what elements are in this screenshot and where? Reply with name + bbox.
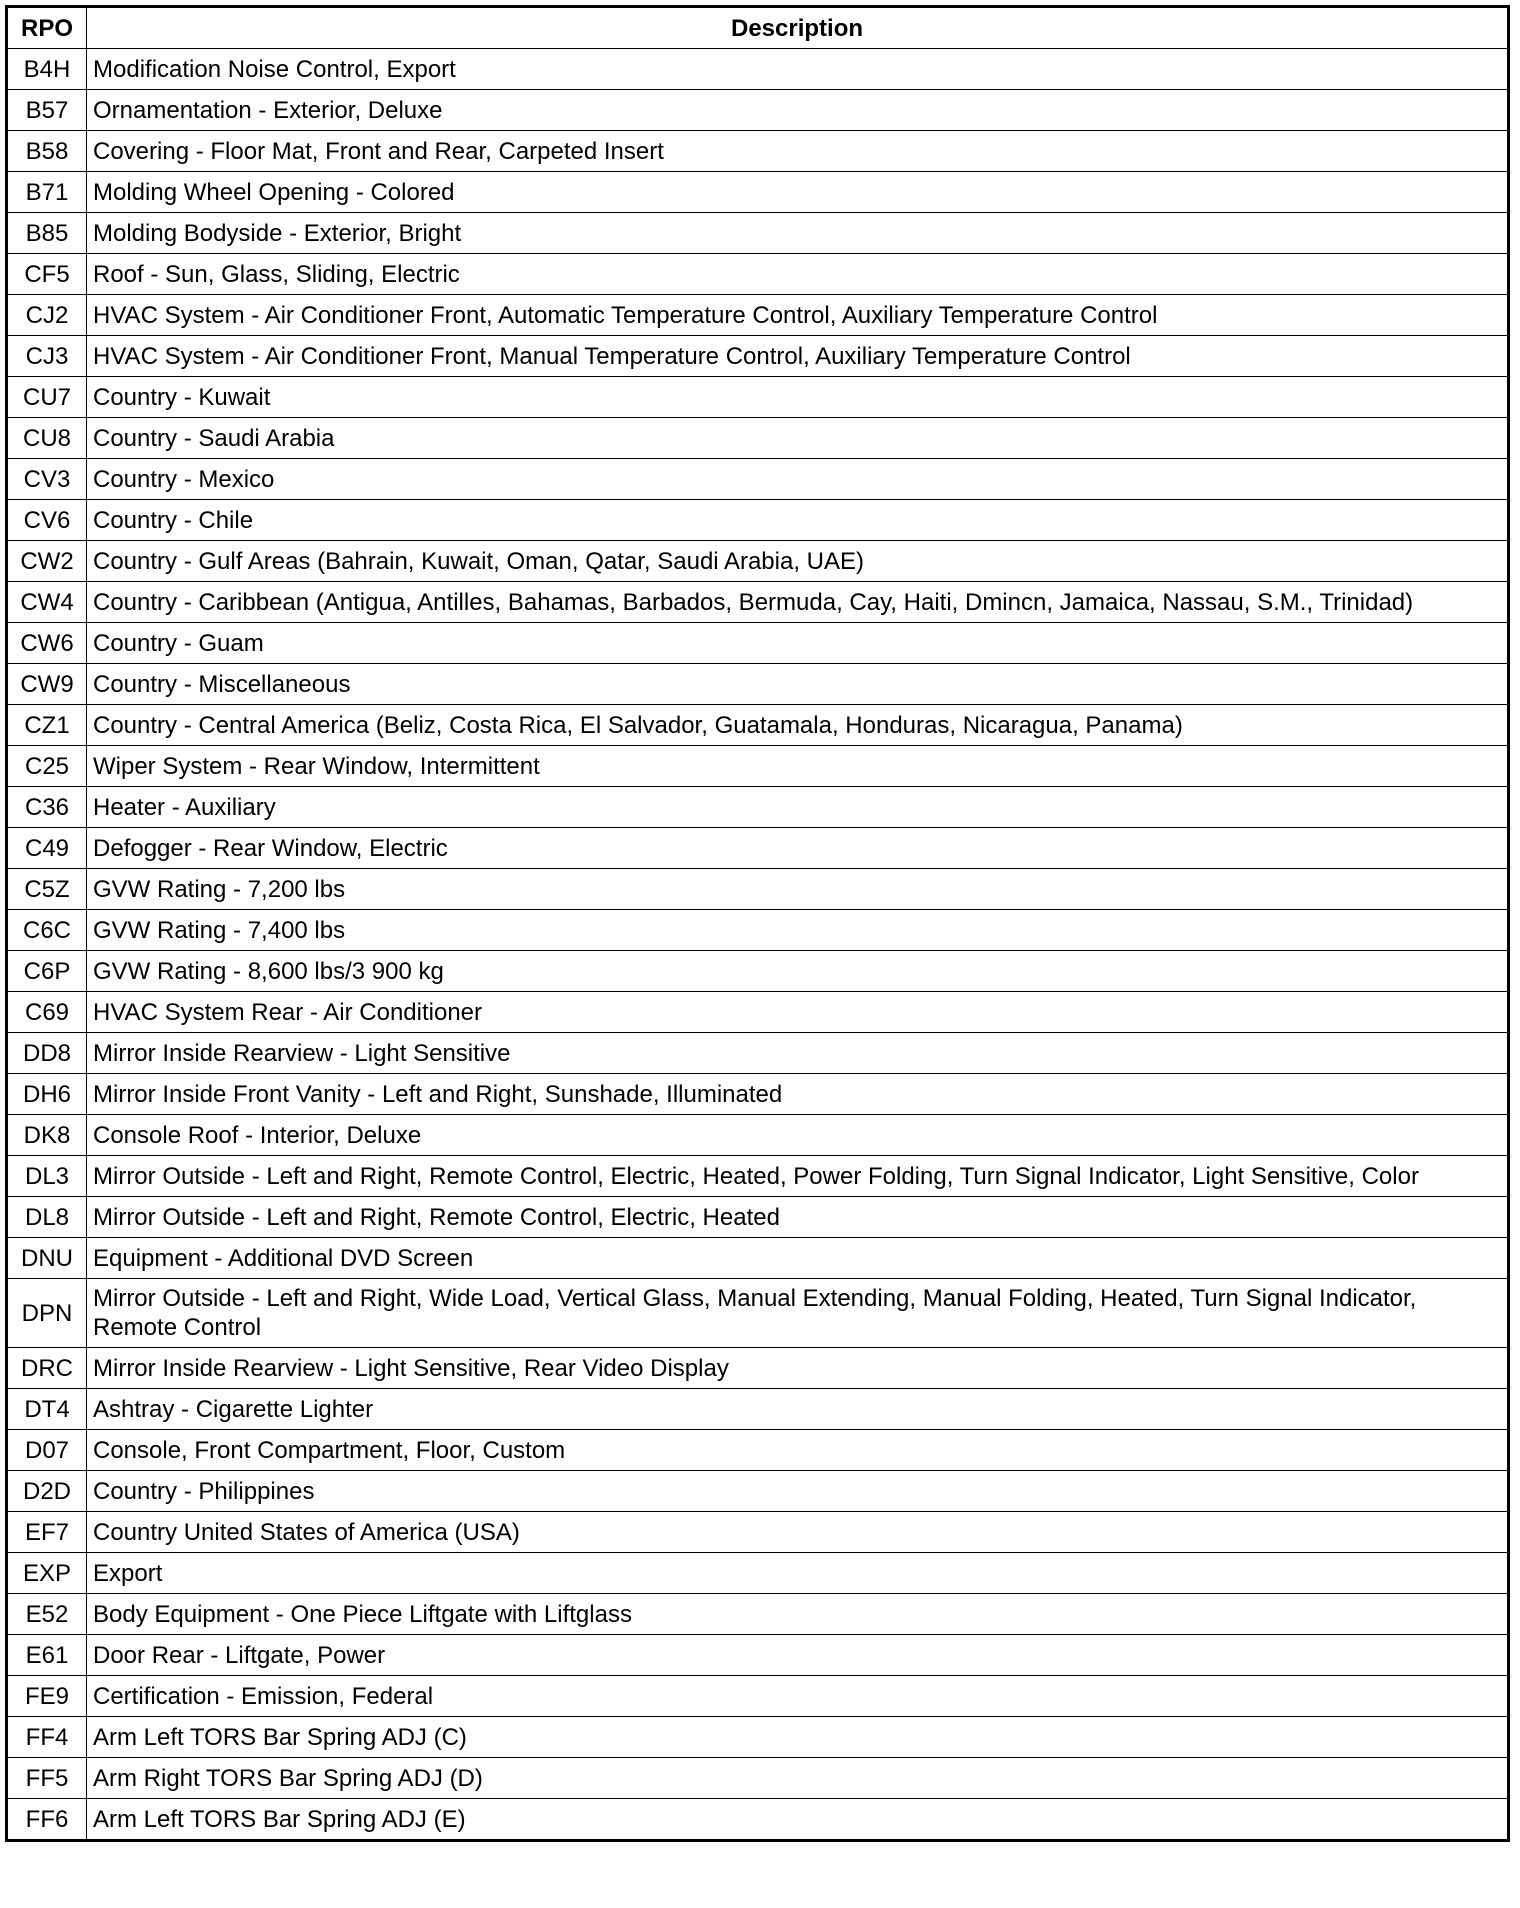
description-cell: Roof - Sun, Glass, Sliding, Electric [87, 254, 1509, 295]
rpo-code-cell: CU7 [7, 377, 87, 418]
table-row [7, 828, 1509, 869]
description-cell: Country - Gulf Areas (Bahrain, Kuwait, Oman, Qatar, Saudi Arabia, UAE) [87, 541, 1509, 582]
table-row [7, 295, 1509, 336]
table-row [7, 623, 1509, 664]
description-cell: Molding Wheel Opening - Colored [87, 172, 1509, 213]
table-row [7, 131, 1509, 172]
table-row [7, 49, 1509, 90]
rpo-code-cell: DL3 [7, 1156, 87, 1197]
rpo-code-cell: EF7 [7, 1512, 87, 1553]
rpo-code-cell: DPN [7, 1279, 87, 1348]
description-cell: GVW Rating - 7,400 lbs [87, 910, 1509, 951]
table-row [7, 1348, 1509, 1389]
table-row [7, 1635, 1509, 1676]
description-cell: HVAC System - Air Conditioner Front, Manual Temperature Control, Auxiliary Temperature Control [87, 336, 1509, 377]
description-cell: Mirror Inside Front Vanity - Left and Right, Sunshade, Illuminated [87, 1074, 1509, 1115]
rpo-code-cell: CU8 [7, 418, 87, 459]
table-row [7, 1758, 1509, 1799]
table-row [7, 1717, 1509, 1758]
description-cell: Country - Kuwait [87, 377, 1509, 418]
rpo-code-cell: D07 [7, 1430, 87, 1471]
rpo-code-cell: DK8 [7, 1115, 87, 1156]
description-cell: Modification Noise Control, Export [87, 49, 1509, 90]
description-cell: Console Roof - Interior, Deluxe [87, 1115, 1509, 1156]
table-row [7, 1512, 1509, 1553]
rpo-code-cell: E52 [7, 1594, 87, 1635]
rpo-table [5, 5, 1510, 1842]
rpo-code-cell: FF6 [7, 1799, 87, 1841]
table-row [7, 1074, 1509, 1115]
rpo-table-container [5, 5, 1510, 1842]
table-row [7, 1389, 1509, 1430]
rpo-code-cell: D2D [7, 1471, 87, 1512]
description-cell: Country - Miscellaneous [87, 664, 1509, 705]
description-cell: Mirror Outside - Left and Right, Remote Control, Electric, Heated [87, 1197, 1509, 1238]
rpo-code-cell: CJ3 [7, 336, 87, 377]
rpo-code-cell: CW2 [7, 541, 87, 582]
description-cell: Country - Mexico [87, 459, 1509, 500]
table-row [7, 582, 1509, 623]
rpo-code-cell: B71 [7, 172, 87, 213]
rpo-code-cell: FF5 [7, 1758, 87, 1799]
description-cell: Country - Philippines [87, 1471, 1509, 1512]
description-cell: Country - Chile [87, 500, 1509, 541]
description-cell: Arm Right TORS Bar Spring ADJ (D) [87, 1758, 1509, 1799]
table-row [7, 951, 1509, 992]
description-cell: Covering - Floor Mat, Front and Rear, Carpeted Insert [87, 131, 1509, 172]
table-row [7, 1471, 1509, 1512]
rpo-code-cell: FF4 [7, 1717, 87, 1758]
rpo-code-cell: EXP [7, 1553, 87, 1594]
description-cell: Body Equipment - One Piece Liftgate with Liftglass [87, 1594, 1509, 1635]
table-row [7, 172, 1509, 213]
rpo-code-cell: DL8 [7, 1197, 87, 1238]
description-cell: Defogger - Rear Window, Electric [87, 828, 1509, 869]
description-cell: Country - Central America (Beliz, Costa Rica, El Salvador, Guatamala, Honduras, Nicaragua, Panama) [87, 705, 1509, 746]
description-cell: Console, Front Compartment, Floor, Custom [87, 1430, 1509, 1471]
description-cell: Country - Guam [87, 623, 1509, 664]
rpo-code-cell: DRC [7, 1348, 87, 1389]
rpo-code-cell: B4H [7, 49, 87, 90]
table-row [7, 1799, 1509, 1841]
table-row [7, 1115, 1509, 1156]
description-cell: Country - Caribbean (Antigua, Antilles, Bahamas, Barbados, Bermuda, Cay, Haiti, Dmincn, Jamaica, Nassau, S.M., Trinidad) [87, 582, 1509, 623]
rpo-code-cell: CV6 [7, 500, 87, 541]
rpo-code-cell: B58 [7, 131, 87, 172]
description-cell: Export [87, 1553, 1509, 1594]
rpo-code-cell: C25 [7, 746, 87, 787]
description-cell: Ashtray - Cigarette Lighter [87, 1389, 1509, 1430]
rpo-code-cell: FE9 [7, 1676, 87, 1717]
rpo-code-cell: C36 [7, 787, 87, 828]
table-header-row [7, 7, 1509, 49]
table-row [7, 1430, 1509, 1471]
rpo-code-cell: C49 [7, 828, 87, 869]
description-cell: Arm Left TORS Bar Spring ADJ (E) [87, 1799, 1509, 1841]
description-cell: Mirror Inside Rearview - Light Sensitive [87, 1033, 1509, 1074]
rpo-code-cell: CV3 [7, 459, 87, 500]
table-row [7, 541, 1509, 582]
description-cell: Mirror Outside - Left and Right, Wide Load, Vertical Glass, Manual Extending, Manual Folding, Heated, Turn Signal Indicator, Remote Control [87, 1279, 1509, 1348]
table-row [7, 787, 1509, 828]
table-row [7, 90, 1509, 131]
description-cell: GVW Rating - 8,600 lbs/3 900 kg [87, 951, 1509, 992]
rpo-code-cell: B57 [7, 90, 87, 131]
rpo-code-cell: DD8 [7, 1033, 87, 1074]
table-row [7, 869, 1509, 910]
rpo-code-cell: CJ2 [7, 295, 87, 336]
rpo-code-cell: C69 [7, 992, 87, 1033]
rpo-code-cell: CZ1 [7, 705, 87, 746]
table-row [7, 254, 1509, 295]
description-cell: Country - Saudi Arabia [87, 418, 1509, 459]
description-cell: Arm Left TORS Bar Spring ADJ (C) [87, 1717, 1509, 1758]
rpo-code-cell: CW6 [7, 623, 87, 664]
table-row [7, 213, 1509, 254]
table-row [7, 500, 1509, 541]
rpo-code-cell: E61 [7, 1635, 87, 1676]
table-row [7, 418, 1509, 459]
description-cell: Heater - Auxiliary [87, 787, 1509, 828]
description-cell: Certification - Emission, Federal [87, 1676, 1509, 1717]
description-cell: Door Rear - Liftgate, Power [87, 1635, 1509, 1676]
rpo-code-cell: DNU [7, 1238, 87, 1279]
rpo-column-header: RPO [7, 7, 87, 49]
table-row [7, 1553, 1509, 1594]
table-row [7, 1033, 1509, 1074]
rpo-code-cell: DT4 [7, 1389, 87, 1430]
table-row [7, 910, 1509, 951]
rpo-code-cell: CW4 [7, 582, 87, 623]
table-row [7, 1676, 1509, 1717]
table-row [7, 705, 1509, 746]
description-cell: Mirror Outside - Left and Right, Remote Control, Electric, Heated, Power Folding, Turn Signal Indicator, Light Sensitive, Color [87, 1156, 1509, 1197]
description-cell: Country United States of America (USA) [87, 1512, 1509, 1553]
table-row [7, 377, 1509, 418]
description-cell: HVAC System Rear - Air Conditioner [87, 992, 1509, 1033]
table-row [7, 1279, 1509, 1348]
description-cell: Ornamentation - Exterior, Deluxe [87, 90, 1509, 131]
table-body [7, 49, 1509, 1841]
rpo-code-cell: CF5 [7, 254, 87, 295]
table-row [7, 992, 1509, 1033]
description-cell: Mirror Inside Rearview - Light Sensitive, Rear Video Display [87, 1348, 1509, 1389]
table-row [7, 459, 1509, 500]
rpo-code-cell: C6C [7, 910, 87, 951]
table-row [7, 664, 1509, 705]
rpo-code-cell: DH6 [7, 1074, 87, 1115]
description-column-header: Description [87, 7, 1509, 49]
table-row [7, 1156, 1509, 1197]
table-row [7, 1594, 1509, 1635]
table-row [7, 1197, 1509, 1238]
rpo-code-cell: C6P [7, 951, 87, 992]
description-cell: Wiper System - Rear Window, Intermittent [87, 746, 1509, 787]
table-row [7, 336, 1509, 377]
rpo-code-cell: C5Z [7, 869, 87, 910]
rpo-code-cell: B85 [7, 213, 87, 254]
description-cell: Molding Bodyside - Exterior, Bright [87, 213, 1509, 254]
description-cell: HVAC System - Air Conditioner Front, Automatic Temperature Control, Auxiliary Temperature Control [87, 295, 1509, 336]
rpo-code-cell: CW9 [7, 664, 87, 705]
description-cell: GVW Rating - 7,200 lbs [87, 869, 1509, 910]
description-cell: Equipment - Additional DVD Screen [87, 1238, 1509, 1279]
table-row [7, 1238, 1509, 1279]
table-row [7, 746, 1509, 787]
